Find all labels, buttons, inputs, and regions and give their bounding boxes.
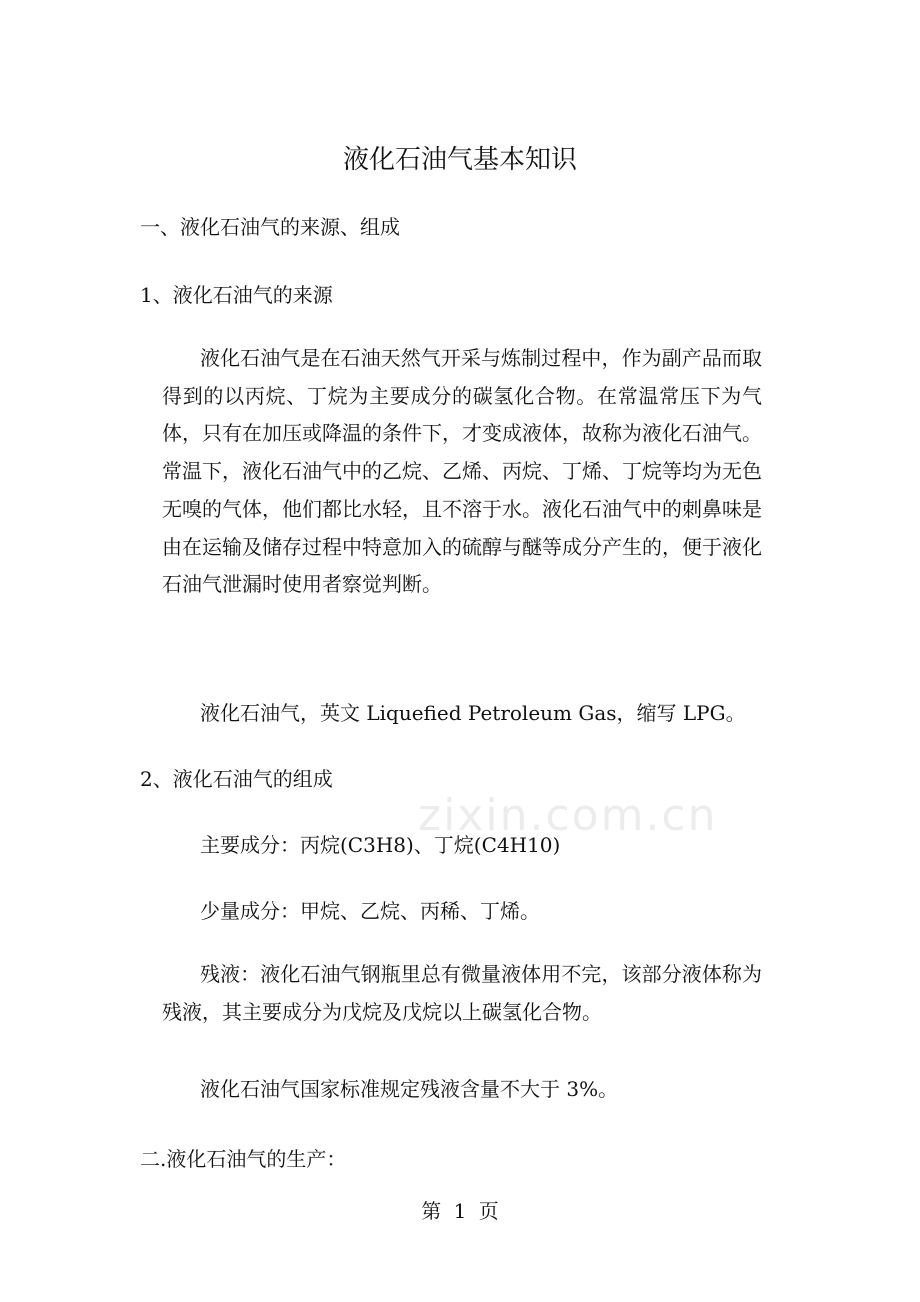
section-2-heading: 二.液化石油气的生产：: [140, 1147, 347, 1171]
subsection-2-heading: 2、液化石油气的组成: [140, 767, 333, 791]
document-title: 液化石油气基本知识: [342, 145, 577, 175]
page-footer: 第 1 页: [421, 1199, 499, 1223]
residue-paragraph: 残液：液化石油气钢瓶里总有微量液体用不完，该部分液体称为残液，其主要成分为戊烷及戊烷以上碳氢化合物。: [162, 962, 762, 1024]
subsection-1-heading: 1、液化石油气的来源: [140, 283, 333, 307]
watermark: zixin.com.cn: [418, 790, 718, 841]
standard-line: 液化石油气国家标准规定残液含量不大于 3%。: [200, 1077, 619, 1101]
section-1-heading: 一、液化石油气的来源、组成: [140, 215, 400, 239]
source-paragraph: 液化石油气是在石油天然气开采与炼制过程中，作为副产品而取得到的以丙烷、丁烷为主要成分的碳氢化合物。在常温常压下为气体，只有在加压或降温的条件下，才变成液体，故称为液化石油气。常温下，液化石油气中的乙烷、乙烯、丙烷、丁烯、丁烷等均为无色无嗅的气体，他们都比水轻，且不溶于水。液化石油气中的刺鼻味是由在运输及储存过程中特意加入的硫醇与醚等成分产生的，便于液化石油气泄漏时使用者察觉判断。: [162, 346, 762, 597]
english-name-line: 液化石油气，英文 Liquefied Petroleum Gas，缩写 LPG。: [200, 701, 746, 725]
main-components-line: 主要成分：丙烷(C3H8)、丁烷(C4H10): [200, 833, 561, 857]
minor-components-line: 少量成分：甲烷、乙烷、丙稀、丁烯。: [200, 899, 540, 923]
